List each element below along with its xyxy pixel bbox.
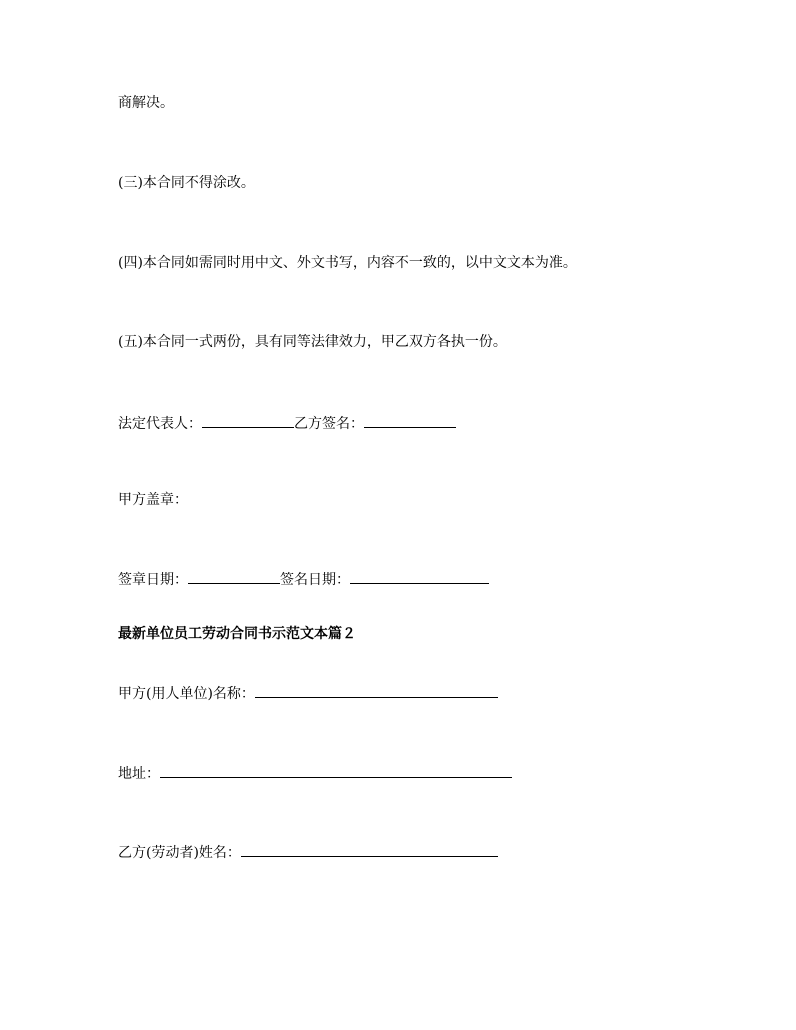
date-line: [118, 569, 489, 589]
party-b-signature-label: 乙方签名：: [294, 416, 364, 432]
seal-date-label: 签章日期：: [118, 572, 188, 588]
party-b-name-line: [118, 842, 498, 862]
signature-line: [118, 413, 456, 433]
clause-three: (三)本合同不得涂改。: [118, 175, 255, 191]
clause-four: (四)本合同如需同时用中文、外文书写，内容不一致的，以中文文本为准。: [118, 255, 577, 271]
party-a-name-line: [118, 683, 498, 703]
party-b-name-blank: [241, 842, 498, 857]
address-label: 地址：: [118, 766, 160, 782]
party-b-signature-blank: [364, 413, 456, 428]
legal-rep-blank: [202, 413, 294, 428]
sign-date-label: 签名日期：: [280, 572, 350, 588]
legal-rep-label: 法定代表人：: [118, 416, 202, 432]
party-a-seal-label: 甲方盖章：: [118, 492, 188, 508]
section-heading: 最新单位员工劳动合同书示范文本篇２: [118, 626, 356, 642]
party-a-name-blank: [255, 683, 498, 698]
party-a-name-label: 甲方(用人单位)名称：: [118, 686, 255, 702]
seal-date-blank: [188, 569, 280, 584]
party-b-name-label: 乙方(劳动者)姓名：: [118, 845, 241, 861]
sign-date-blank: [350, 569, 489, 584]
paragraph-conclusion: 商解决。: [118, 95, 174, 111]
clause-five: (五)本合同一式两份，具有同等法律效力，甲乙双方各执一份。: [118, 334, 507, 350]
address-line: [118, 763, 512, 783]
address-blank: [160, 763, 512, 778]
